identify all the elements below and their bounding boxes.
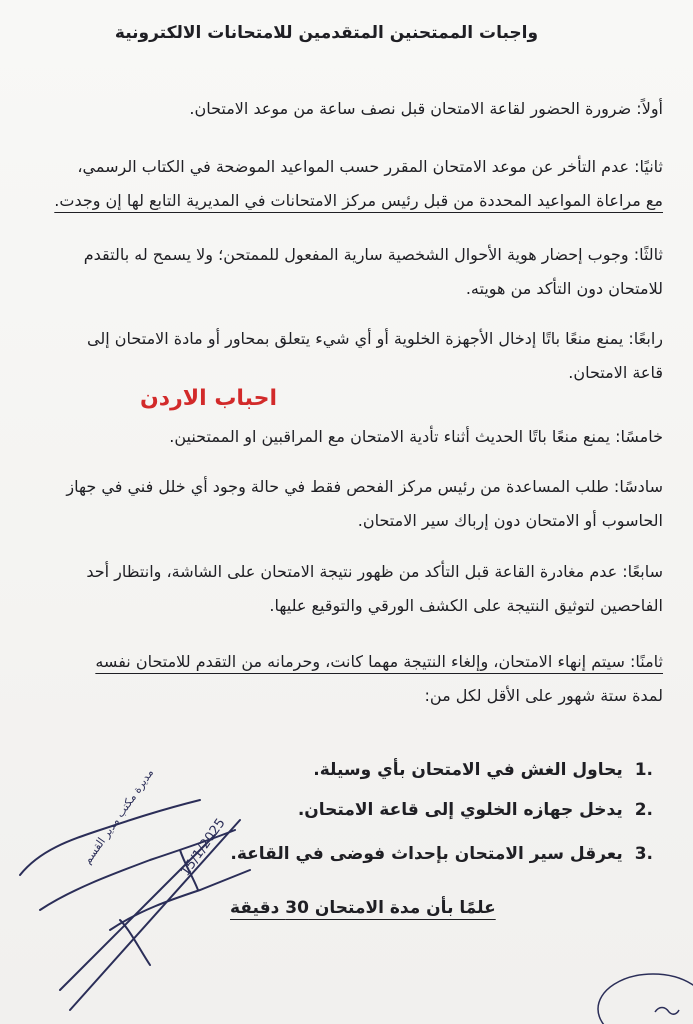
list-text: يدخل جهازه الخلوي إلى قاعة الامتحان. [297,800,623,820]
rule-line: سابعًا: عدم مغادرة القاعة قبل التأكد من ظهور نتيجة الامتحان على الشاشة، وانتظار أحد [86,562,663,581]
signature-note: مديرة مكتب مدير القسم [80,766,157,867]
rule-line: الفاحصين لتوثيق النتيجة على الكشف الورقي والتوقيع عليها. [269,596,663,615]
handwritten-signature [0,780,300,1020]
rule-item-7 [24,555,663,623]
rule-line: خامسًا: يمنع منعًا باتًا الحديث أثناء تأدية الامتحان مع المراقبين او الممتحنين. [169,427,663,446]
rule-line: ثالثًا: وجوب إحضار هوية الأحوال الشخصية سارية المفعول للممتحن؛ ولا يسمح له بالتقدم [83,245,663,264]
rule-line: الحاسوب أو الامتحان دون إرباك سير الامتحان. [357,511,663,530]
rule-item-1 [24,92,663,126]
list-number: .2 [634,800,653,820]
exam-duration-note: علمًا بأن مدة الامتحان 30 دقيقة [230,898,496,918]
rule-item-5 [24,420,663,454]
title-line: واجبات الممتحنين المتقدمين للامتحانات الالكترونية [114,23,539,43]
rule-line: قاعة الامتحان. [568,363,663,382]
rule-line-underlined: ثامنًا: سيتم إنهاء الامتحان، وإلغاء النتيجة مهما كانت، وحرمانه من التقدم للامتحان نفسه [95,652,663,671]
rule-item-2 [24,150,663,218]
rule-line: رابعًا: يمنع منعًا باتًا إدخال الأجهزة الخلوية أو أي شيء يتعلق بمحاور أو مادة الامتحان إلى [87,329,663,348]
list-text: يعرقل سير الامتحان بإحداث فوضى في القاعة. [230,844,623,864]
rule-line: ثانيًا: عدم التأخر عن موعد الامتحان المقرر حسب المواعيد الموضحة في الكتاب الرسمي، [77,157,663,176]
rule-line: للامتحان دون التأكد من هويته. [465,279,663,298]
watermark-text: احباب الاردن [140,386,278,411]
signature-date: 15/1/2025 [178,815,229,880]
list-number: .3 [634,844,653,864]
rule-item-6 [24,470,663,538]
document-title [0,22,693,44]
rule-item-3 [24,238,663,306]
rule-line: سادسًا: طلب المساعدة من رئيس مركز الفحص فقط في حالة وجود أي خلل فني في جهاز [66,477,663,496]
rule-item-4 [24,322,663,390]
rule-line: أولاً: ضرورة الحضور لقاعة الامتحان قبل نصف ساعة من موعد الامتحان. [189,99,663,118]
rule-line-underlined: مع مراعاة المواعيد المحددة من قبل رئيس مركز الامتحانات في المديرية التابع لها إن وجدت. [54,191,663,210]
stamp-seal [583,954,693,1024]
list-number: .1 [634,760,653,780]
rule-item-8 [24,645,663,713]
rule-line: لمدة ستة شهور على الأقل لكل من: [424,686,663,705]
list-text: يحاول الغش في الامتحان بأي وسيلة. [313,760,623,780]
